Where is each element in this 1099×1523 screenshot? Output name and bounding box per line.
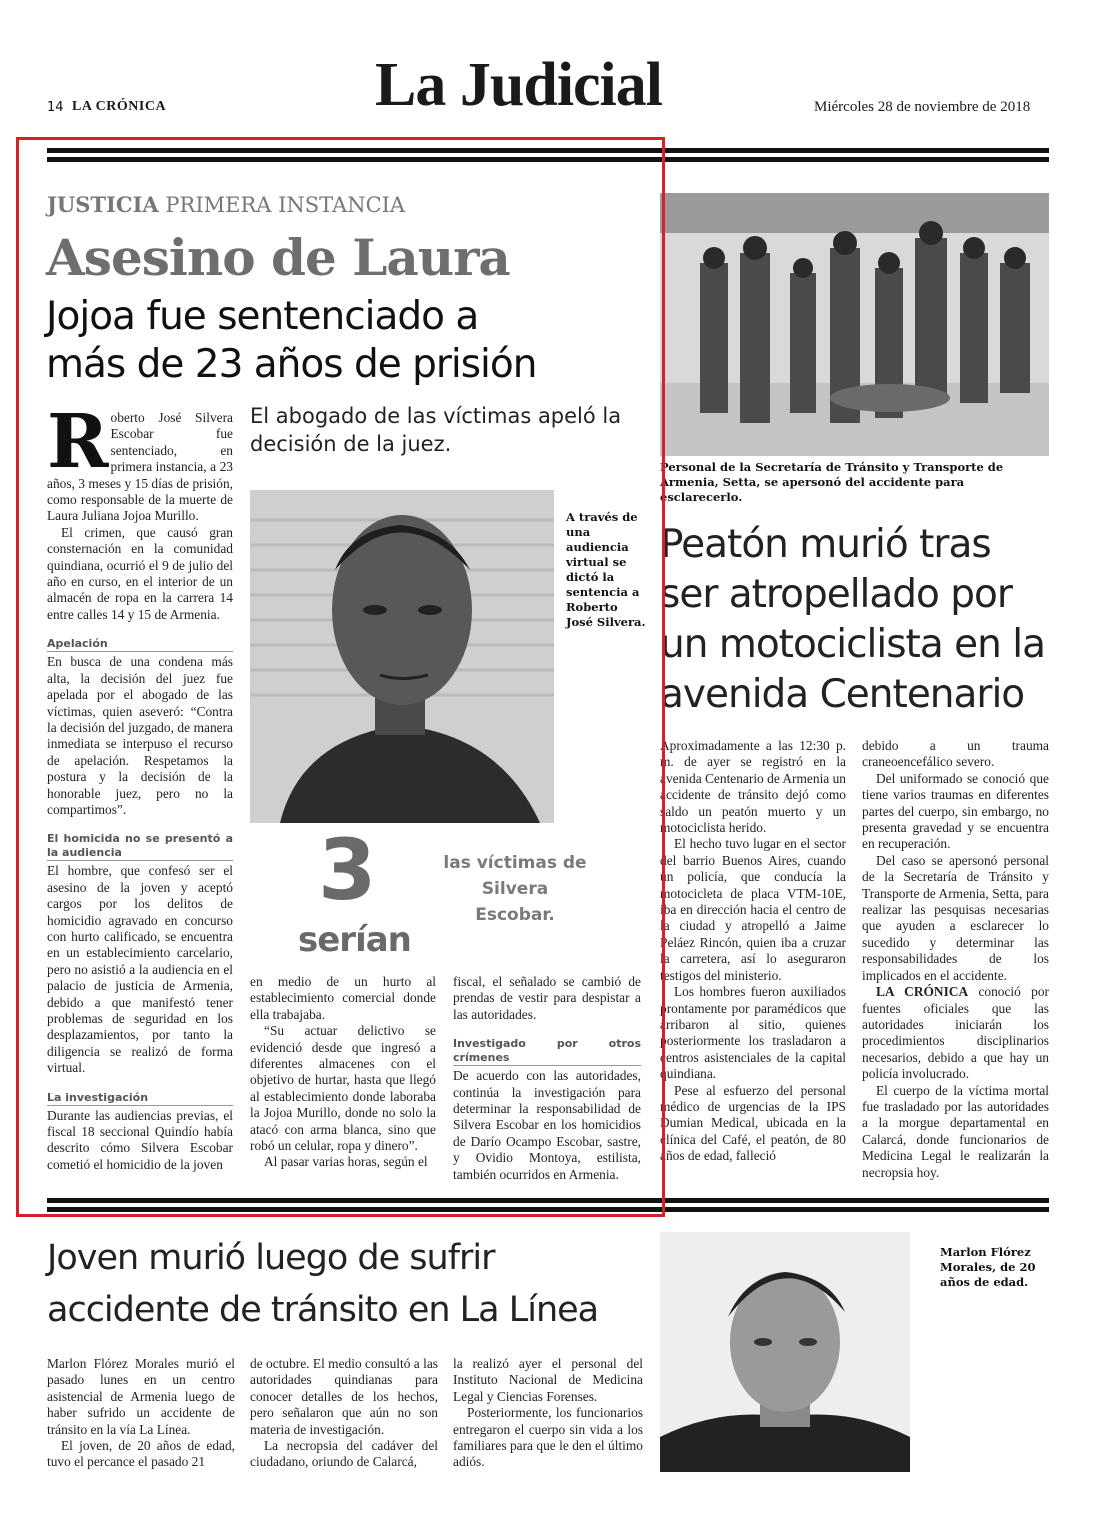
paragraph: Aproximadamente a las 12:30 p. m. de ayer se registró en la avenida Centenario de Armenia un accidente de tránsito dejó como saldo un peatón muerto y un motociclista herido. [660,738,846,836]
bottom-title-line-2: accidente de tránsito en La Línea [47,1290,599,1330]
paragraph: El joven, de 20 años de edad, tuvo el percance el pasado 21 [47,1438,235,1470]
right-story-title: Peatón murió tras ser atropellado por un motociclista en la avenida Centenario [660,522,1045,717]
paragraph: debido a un trauma craneoencefálico severo. [862,738,1049,770]
bottom-column-1 [47,1356,235,1471]
paragraph: la realizó ayer el personal del Instituto Nacional de Medicina Legal y Ciencias Forenses. [453,1356,643,1404]
story-deck: El abogado de las víctimas apeló la decisión de la juez. [250,404,622,456]
victim-portrait-illustration [660,1232,910,1472]
story-kicker [47,192,405,217]
stat-number: 3 [318,821,377,919]
paper-name-inline: LA CRÓNICA [876,984,969,1000]
bottom-title-line-1: Joven murió luego de sufrir [47,1238,495,1278]
paper-name: LA CRÓNICA [72,99,167,114]
paragraph: El hecho tuvo lugar en el sector del barrio Buenos Aires, cuando un policía, que conducía la motocicleta de placa VTM-10E, iba en dirección hacia el centro de la ciudad y atropelló a Jaime Peláez Rincón, quien iba a cruzar la carretera, así lo aseguraron testigos del ministerio. [660,836,846,983]
accident-photo [660,193,1049,456]
page-number: 14 [47,100,64,115]
paragraph: en medio de un hurto al establecimiento comercial donde ella trabajaba. [250,974,436,1022]
section-rule [47,1198,1049,1203]
paragraph [862,984,1049,1082]
subtitle-line-2: más de 23 años de prisión [46,342,537,387]
paragraph: El hombre, que confesó ser el asesino de la joven y aceptó cargos por los delitos de homicidio agravado en concurso con hurto calificado, se encuentra en un establecimiento carcelario, pero no asistió a la audiencia en el palacio de justicia de Armenia, debido a que manifestó tener problemas de seguridad en los desplazamientos, por tanto la diligencia se realizó de forma virtual. [47,863,233,1076]
paragraph: Del uniformado se conoció que tiene varios traumas en diferentes partes del cuerpo, sin embargo, no presenta gravedad y se encuentra en recuperación. [862,770,1049,852]
stat-text: las víctimas de Silvera Escobar. [443,853,587,925]
bottom-column-3 [453,1356,643,1471]
paragraph: Del caso se apersonó personal de la Secretaría de Tránsito y Transporte de Armenia, Setta, para realizar las pesquisas necesarias que ayuden a esclarecer lo sucedido y determinar las responsabilidades de los implicados en el accidente. [862,852,1049,983]
main-column-2 [250,974,436,1171]
paragraph: Los hombres fueron auxiliados prontamente por paramédicos que arribaron al sitio, quienes posteriormente los trasladaron a centros asistenciales de la capital quindiana. [660,984,846,1082]
accident-photo-caption: Personal de la Secretaría de Tránsito y Transporte de Armenia, Setta, se apersonó del accidente para esclarecerlo. [660,460,1004,504]
bottom-column-2 [250,1356,438,1471]
paragraph: El crimen, que causó gran consternación en la comunidad quindiana, ocurrió el 9 de julio del año en curso, en el interior de un almacén de ropa en la carrera 14 entre calles 14 y 15 de Armenia. [47,524,233,622]
paragraph: Marlon Flórez Morales murió el pasado lunes en un centro asistencial de Armenia luego de haber sufrido un accidente de tránsito en la vía La Línea. [47,1356,235,1437]
portrait-caption: A través de una audiencia virtual se dictó la sentencia a Roberto José Silvera. [566,510,646,629]
victim-photo [660,1232,910,1472]
subhead-apelacion: Apelación [47,637,233,652]
story-title: Asesino de Laura [46,228,510,287]
main-column-3 [453,974,641,1183]
subtitle-line-1: Jojoa fue sentenciado a [46,294,479,339]
story-subtitle [46,293,536,389]
kicker-bold: JUSTICIA [47,192,159,217]
main-column-1 [47,399,233,1173]
paragraph: Posteriormente, los funcionarios entregaron el cuerpo sin vida a los familiares para que le den el último adiós. [453,1405,643,1470]
paragraph-rest: conoció por fuentes oficiales que las autoridades iniciarán los procedimientos disciplinarios necesarios, debido a que hay un policía involucrado. [862,984,1049,1082]
paragraph: De acuerdo con las autoridades, continúa la investigación para determinar la responsabilidad de Silvera Escobar en los homicidios de Darío Ocampo Escobar, sastre, y Ovidio Montoya, estilista, también ocurridos en Armenia. [453,1068,641,1182]
paragraph: Durante las audiencias previas, el fiscal 18 seccional Quindío había descrito cómo Silvera Escobar cometió el homicidio de la joven [47,1107,233,1172]
paragraph: El cuerpo de la víctima mortal fue trasladado por las autoridades a la morgue departamental en Calarcá, donde funcionarios de Medicina Legal le realizarán la necropsia hoy. [862,1082,1049,1180]
subhead-investigacion: La investigación [47,1091,233,1106]
paragraph: La necropsia del cadáver del ciudadano, oriundo de Calarcá, [250,1438,438,1470]
header-rule-2 [47,157,1049,162]
paragraph: Al pasar varias horas, según el [264,1154,428,1170]
bottom-story-title [47,1232,598,1336]
paragraph: fiscal, el señalado se cambió de prendas de vestir para despistar a las autoridades. [453,974,641,1022]
accident-scene-illustration [660,193,1049,456]
right-column-1 [660,738,846,1165]
section-rule-2 [47,1207,1049,1212]
intro-paragraph: oberto José Silvera Escobar fue sentenciado, en primera instancia, a 23 años, 3 meses y 15 días de prisión, como responsable de la muerte de Laura Juliana Jojoa Murillo. [47,410,233,524]
issue-date: Miércoles 28 de noviembre de 2018 [814,99,1031,115]
stat-word: serían [298,920,411,960]
portrait-illustration [250,490,554,823]
kicker-rest: PRIMERA INSTANCIA [165,193,406,217]
paragraph: En busca de una condena más alta, la decisión del juez fue apelada por el abogado de las víctimas, quien aseveró: “Contra la decisión del juzgado, de manera inmediata se interpuso el recurso de apelación. Respetamos la postura y la decisión de la honorable juez, pero no la compartimos”. [47,654,233,817]
section-title: La Judicial [375,51,663,119]
subhead-otros-crimenes: Investigado por otros crímenes [453,1037,641,1065]
paragraph: de octubre. El medio consultó a las autoridades quindianas para conocer detalles de los hechos, pero señalaron que aún no son materia de investigación. [250,1356,438,1437]
portrait-photo [250,490,554,823]
paragraph: “Su actuar delictivo se evidenció desde que ingresó a diferentes almacenes con el objetivo de hurtar, hasta que llegó al establecimiento donde laboraba la Jojoa Murillo, donde no solo la atacó con arma blanca, sino que robó un celular, ropa y dinero”. [250,1023,436,1154]
drop-cap: R [47,399,109,485]
victim-photo-caption: Marlon Flórez Morales, de 20 años de edad. [940,1245,1036,1289]
header-rule [47,148,1049,153]
subhead-homicida: El homicida no se presentó a la audiencia [47,832,233,860]
paragraph: Pese al esfuerzo del personal médico de urgencias de la IPS Dumian Medical, ubicada en la clínica del Café, el peatón, de 80 años de edad, falleció [660,1082,846,1164]
right-column-2 [862,738,1049,1181]
